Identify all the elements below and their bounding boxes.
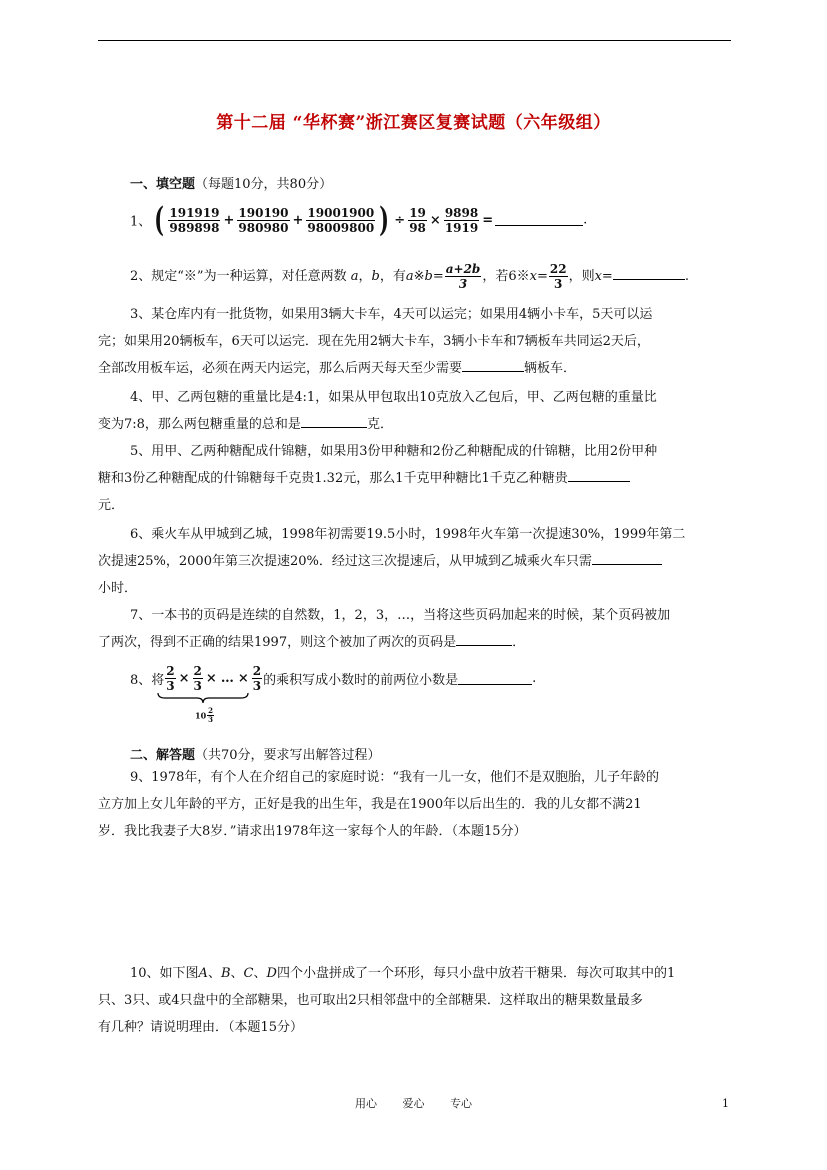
question-7-line-1: 7、一本书的页码是连续的自然数，1，2，3，…，当将这些页码加起来的时候，某个页码被加 — [130, 608, 671, 623]
fraction: $\frac{22}{3}$ — [549, 262, 567, 291]
page-title: 第十二届 “华杯赛”浙江赛区复赛试题（六年级组） — [216, 113, 611, 133]
fraction: $\frac{191919}{989898}$ — [169, 205, 220, 235]
question-3-line-3: 全部改用板车运，必须在两天内运完，那么后两天每天至少需要 辆板车． — [98, 361, 577, 376]
section-heading-solutions: 二、解答题（共70分，要求写出解答过程） — [130, 748, 381, 763]
question-5-line-3: 元． — [98, 498, 125, 513]
header-rule — [98, 40, 731, 41]
question-6-line-2: 次提速25%，2000年第三次提速20%．经过这三次提速后，从甲城到乙城乘火车只需 — [98, 550, 662, 569]
question-10-line-2: 只、3只、或4只盘中的全部糖果，也可取出2只相邻盘中的全部糖果．这样取出的糖果数量最多 — [98, 993, 643, 1008]
question-6-line-3: 小时． — [98, 581, 138, 596]
answer-blank[interactable] — [456, 634, 512, 646]
question-9-line-2: 立方加上女儿年龄的平方，正好是我的出生年，我是在1900年以后出生的．我的儿女都不满21 — [98, 797, 642, 812]
question-10-line-1: 10、如下图A、B、C、D四个小盘拼成了一个环形，每只小盘中放若干糖果．每次可取其中的1 — [130, 966, 676, 981]
left-paren: ( — [154, 200, 165, 240]
answer-blank[interactable] — [613, 268, 685, 280]
fraction: $\frac{19001900}{98009800}$ — [307, 205, 375, 235]
fraction: $\frac{19}{98}$ — [409, 205, 426, 235]
question-4-line-1: 4、甲、乙两包糖的重量比是4:1，如果从甲包取出10克放入乙包后，甲、乙两包糖的重量比 — [130, 390, 657, 405]
question-8: 8、将 $\frac{2}{3}$ × $\frac{2}{3}$ × … × $\frac{2}{3}$ 的乘积写成小数时的前两位小数是 . — [130, 664, 537, 693]
fraction: $\frac{2}{3}$ — [193, 664, 202, 693]
answer-blank[interactable] — [301, 416, 367, 428]
page-number: 1 — [722, 1097, 729, 1110]
question-10-line-3: 有几种？请说明理由．（本题15分） — [98, 1020, 304, 1035]
underbrace — [157, 692, 249, 704]
question-3-line-1: 3、某仓库内有一批货物，如果用3辆大卡车，4天可以运完；如果用4辆小卡车，5天可以运 — [130, 307, 653, 322]
section-heading-fill-in: 一、填空题（每题10分，共80分） — [130, 177, 333, 192]
answer-blank[interactable] — [592, 553, 662, 565]
underbrace-label: 10 $\frac{2}{3}$ — [195, 706, 214, 724]
question-9-line-3: 岁．我比我妻子大8岁．”请求出1978年这一家每个人的年龄．（本题15分） — [98, 824, 527, 839]
right-paren: ) — [379, 200, 390, 240]
fraction: $\frac{a+2b}{3}$ — [445, 262, 481, 291]
question-3-line-2: 完；如果用20辆板车，6天可以运完．现在先用2辆大卡车，3辆小卡车和7辆板车共同运2天后， — [98, 334, 650, 349]
answer-blank[interactable] — [568, 470, 630, 482]
question-6-line-1: 6、乘火车从甲城到乙城，1998年初需要19.5小时，1998年火车第一次提速30%，1999年第二 — [130, 527, 686, 542]
question-5-line-2: 糖和3份乙种糖配成的什锦糖每千克贵1.32元，那么1千克甲种糖比1千克乙种糖贵 — [98, 467, 630, 486]
question-7-line-2: 了两次，得到不正确的结果1997，则这个被加了两次的页码是 ． — [98, 635, 526, 650]
answer-blank[interactable] — [462, 360, 524, 372]
fraction: $\frac{2}{3}$ — [252, 664, 262, 693]
fraction: $\frac{190190}{980980}$ — [238, 205, 289, 235]
question-9-line-1: 9、1978年，有个人在介绍自己的家庭时说：“我有一儿一女，他们不是双胞胎，儿子年龄的 — [130, 770, 660, 785]
question-1: 1、( $\frac{191919}{989898}$ + $\frac{190190}{980980}$ + $\frac{19001900}{98009800}$ ) ÷ $\frac{19}{98}$ × $\frac{9898}{1919}$ = . — [130, 200, 588, 240]
fraction: $\frac{9898}{1919}$ — [444, 205, 479, 235]
fraction: $\frac{2}{3}$ — [208, 706, 214, 724]
answer-blank[interactable] — [495, 214, 583, 226]
answer-blank[interactable] — [458, 673, 532, 685]
question-2: 2、规定“※”为一种运算，对任意两数 a，b，有a※b= $\frac{a+2b}{3}$ ，若6※x= $\frac{22}{3}$ ，则x= . — [130, 262, 689, 291]
question-5-line-1: 5、用甲、乙两种糖配成什锦糖，如果用3份甲种糖和2份乙种糖配成的什锦糖，比用2份甲种 — [130, 444, 658, 459]
question-4-line-2: 变为7:8，那么两包糖重量的总和是 克． — [98, 417, 393, 432]
fraction: $\frac{2}{3}$ — [166, 664, 175, 693]
page-footer: 用心 爱心 专心 — [355, 1097, 472, 1110]
